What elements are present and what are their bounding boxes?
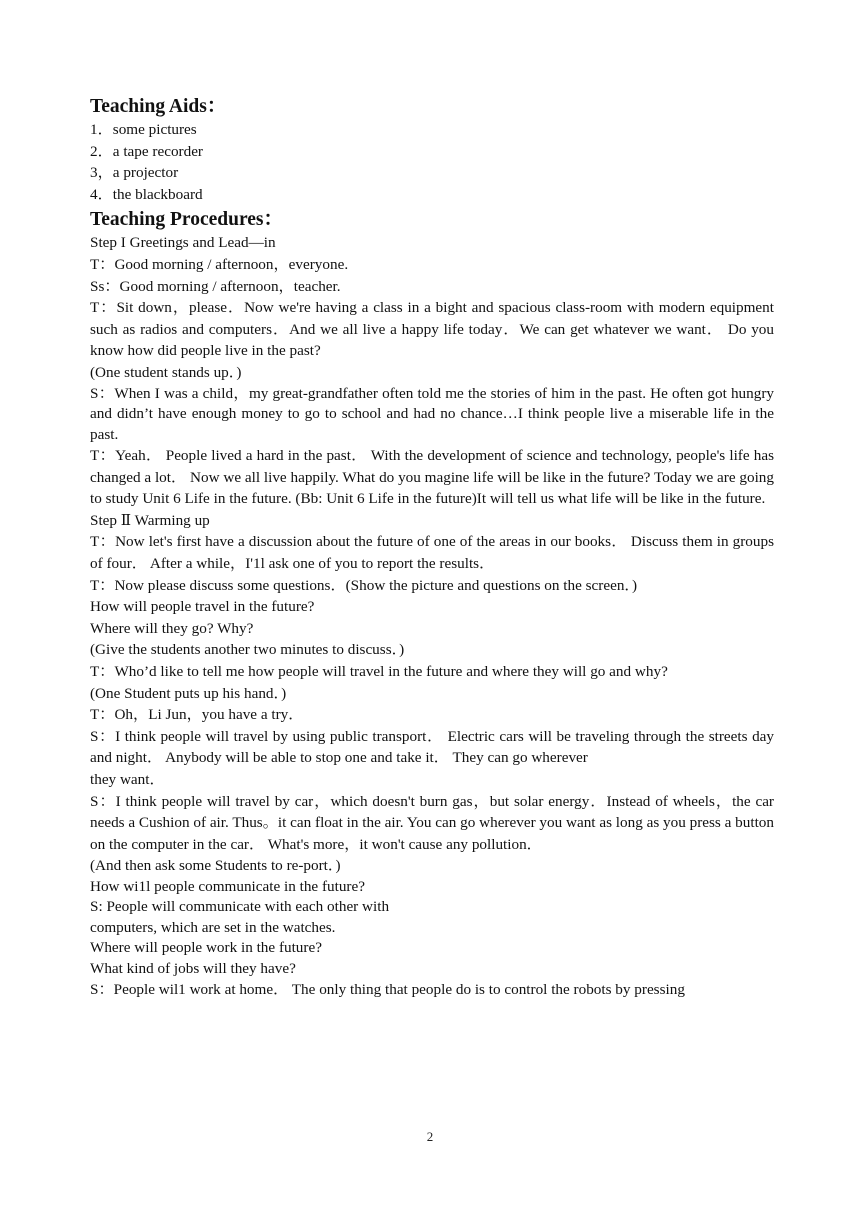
document-page bbox=[90, 92, 774, 1001]
question: Where will people work in the future? bbox=[90, 939, 322, 957]
question: Where will they go? Why? bbox=[90, 619, 254, 637]
stage-direction: (Give the students another two minutes to discuss．) bbox=[90, 641, 405, 659]
dialogue-line: T：Oh，Li Jun，you have a try． bbox=[90, 706, 304, 724]
question: How wi1l people communicate in the future? bbox=[90, 877, 365, 895]
dialogue-line: S：People wil1 work at home． The only thing that people do is to control the robots by pressing bbox=[90, 981, 685, 999]
dialogue-line: S: People will communicate with each other with bbox=[90, 898, 390, 916]
dialogue-line: T：Who’d like to tell me how people will travel in the future and where they will go and why? bbox=[90, 662, 668, 680]
dialogue-line: Ss：Good morning / afternoon，teacher. bbox=[90, 277, 341, 295]
step-2-title: Step Ⅱ Warming up bbox=[90, 511, 210, 529]
list-item: 4．the blackboard bbox=[90, 185, 203, 203]
teaching-procedures-heading: Teaching Procedures： bbox=[90, 209, 284, 231]
list-item: 1．some pictures bbox=[90, 121, 197, 138]
stage-direction: (One Student puts up his hand．) bbox=[90, 684, 287, 702]
dialogue-paragraph: S：I think people will travel by using public transport． Electric cars will be traveling through the streets day and night． Anybody will be able to stop one and take it． They can go wherever bbox=[90, 727, 774, 767]
dialogue-line: they want． bbox=[90, 770, 165, 788]
dialogue-paragraph: S：I think people will travel by car，which doesn't burn gas，but solar energy．Instead of wheels，the car needs a Cushion of air. Thus。it can float in the air. You can go wherever you want as long as you press a button on the computer in the car． What's more，it won't cause any pollution． bbox=[90, 792, 774, 853]
list-item: 2．a tape recorder bbox=[90, 142, 203, 160]
dialogue-line: computers, which are set in the watches. bbox=[90, 918, 336, 936]
dialogue-line: T：Now please discuss some questions．(Show the picture and questions on the screen．) bbox=[90, 576, 638, 594]
stage-direction: (One student stands up．) bbox=[90, 363, 242, 381]
question: What kind of jobs will they have? bbox=[90, 959, 296, 977]
list-item: 3，a projector bbox=[90, 164, 179, 182]
step-1-title: Step I Greetings and Lead—in bbox=[90, 234, 276, 252]
dialogue-paragraph: S：When I was a child，my great-grandfather often told me the stories of him in the past. He often got hungry and didn’t have enough money to go to school and had no chance…I think people live a miserable life in the past. bbox=[90, 384, 774, 443]
stage-direction: (And then ask some Students to re-port．) bbox=[90, 857, 341, 875]
teaching-aids-heading: Teaching Aids： bbox=[90, 96, 227, 117]
dialogue-paragraph: T：Now let's first have a discussion about the future of one of the areas in our books． Discuss them in groups of four． After a while，I'1l ask one of you to report the results． bbox=[90, 533, 774, 572]
dialogue-paragraph: T：Sit down，please．Now we're having a class in a bight and spacious class-room with modern equipment such as radios and computers．And we all live a happy life today．We can get whatever we want． Do you know how did people live in the past? bbox=[90, 299, 774, 360]
question: How will people travel in the future? bbox=[90, 598, 315, 616]
dialogue-line: T：Good morning / afternoon，everyone. bbox=[90, 255, 349, 273]
page-number: 2 bbox=[426, 1129, 434, 1144]
dialogue-paragraph: T：Yeah． People lived a hard in the past． With the development of science and technology, people's life has changed a lot． Now we all live happily. What do you magine life will be like in the future? Today we are going to study Unit 6 Life in the future. (Bb: Unit 6 Life in the future)It will tell us what life will be like in the future. bbox=[90, 447, 774, 508]
